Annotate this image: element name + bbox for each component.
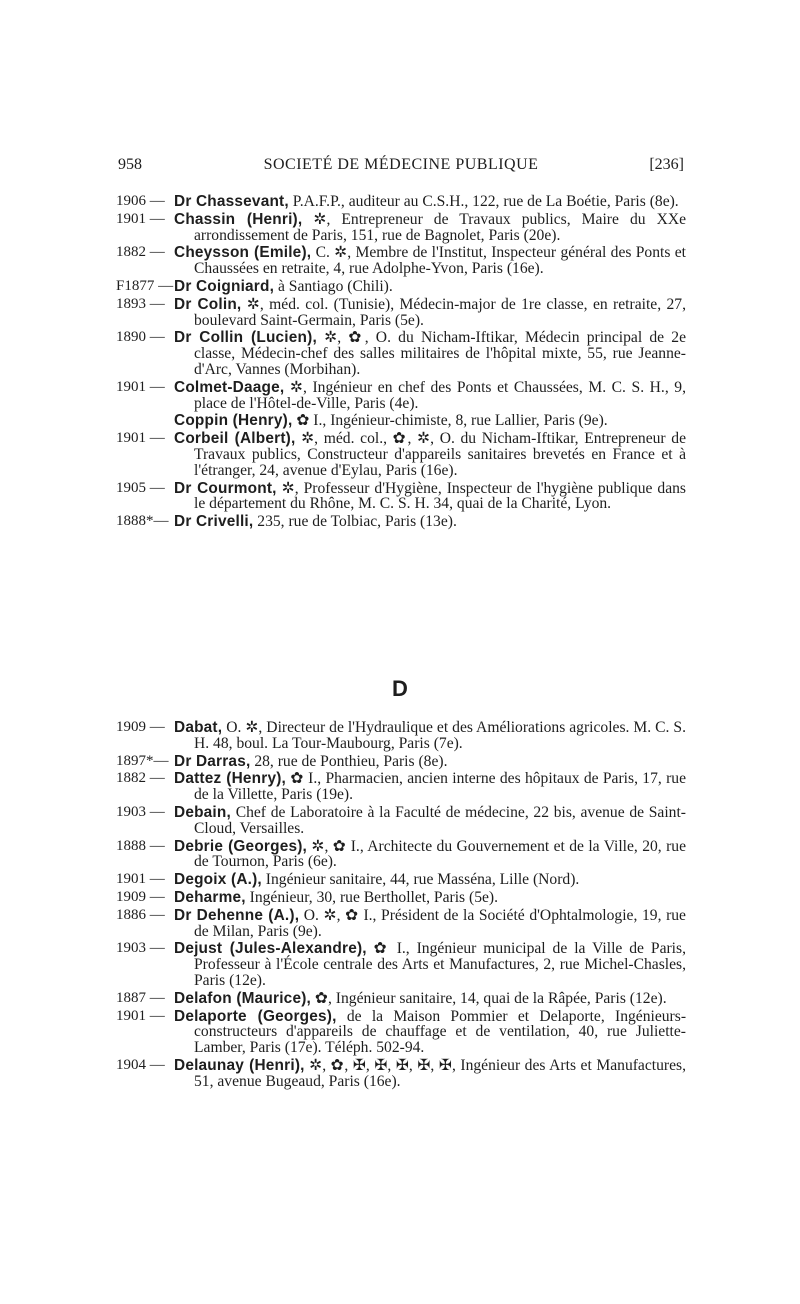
entry-year: 1882 —: [116, 770, 165, 787]
entry-year: 1886 —: [116, 906, 165, 923]
member-entry: [116, 941, 686, 988]
entry-year: 1901 —: [116, 210, 165, 227]
member-entry: [116, 481, 686, 513]
entry-year: 1888 —: [116, 837, 165, 854]
entry-text: [174, 771, 686, 803]
member-details: ✲, ✿, O. du Nicham-Iftikar, Médecin principal de 2e classe, Médecin-chef des salles militaires de l'hôpital mixte, 55, rue Jeanne-d'Arc, Vannes (Morbihan).: [194, 329, 686, 378]
section-letter: D: [392, 676, 408, 701]
member-name: Dr Chassevant,: [174, 193, 289, 210]
entry-text: [174, 1058, 686, 1090]
entry-year: 1901 —: [116, 378, 165, 395]
member-entry: [116, 754, 686, 770]
entry-year: 1882 —: [116, 244, 165, 261]
member-entry: [116, 212, 686, 244]
member-name: Dr Courmont,: [174, 479, 277, 497]
member-details: Chef de Laboratoire à la Faculté de médecine, 22 bis, avenue de Saint-Cloud, Versailles.: [194, 803, 686, 837]
entry-text: [174, 872, 686, 888]
entry-text: [174, 194, 686, 210]
member-name: Cheysson (Emile),: [174, 244, 312, 262]
member-details: Ingénieur, 30, rue Berthollet, Paris (5e).: [245, 888, 499, 906]
member-details: 235, rue de Tolbiac, Paris (13e).: [253, 513, 457, 531]
entry-year: 1906 —: [116, 193, 165, 209]
member-entry: [116, 839, 686, 871]
member-entry: [116, 805, 686, 837]
member-details: 28, rue de Ponthieu, Paris (8e).: [250, 752, 448, 770]
member-details: ✿ I., Ingénieur municipal de la Ville de Paris, Professeur à l'École centrale des Arts et Manufactures, 2, rue Michel-Chasles, Paris (12e).: [194, 940, 686, 989]
member-name: Dr Coigniard,: [174, 277, 275, 295]
member-name: Delafon (Maurice),: [174, 989, 312, 1007]
member-name: Dejust (Jules-Alexandre),: [174, 940, 367, 958]
entry-text: [174, 890, 686, 906]
member-name: Debrie (Georges),: [174, 837, 308, 855]
member-entry: [116, 514, 686, 530]
member-entry: [116, 431, 686, 478]
member-details: ✲, Professeur d'Hygiène, Inspecteur de l'hygiène publique dans le département du Rhône, M. C. S. H. 34, quai de la Charité, Lyon.: [194, 479, 686, 513]
entry-year: 1901 —: [116, 430, 165, 447]
page-number: 958: [118, 156, 142, 173]
member-details: ✿, Ingénieur sanitaire, 14, quai de la Râpée, Paris (12e).: [311, 989, 667, 1007]
member-details: ✿ I., Ingénieur-chimiste, 8, rue Lallier, Paris (9e).: [292, 412, 608, 430]
member-details: ✲, Ingénieur en chef des Ponts et Chaussées, M. C. S. H., 9, place de l'Hôtel-de-Ville, Paris (4e).: [194, 378, 686, 412]
member-entry: [116, 720, 686, 752]
entry-year: 1901 —: [116, 871, 165, 888]
member-list-c: [116, 194, 686, 532]
member-name: Deharme,: [174, 888, 246, 906]
entry-text: [174, 330, 686, 377]
member-name: Dr Crivelli,: [174, 513, 254, 531]
entry-text: [174, 245, 686, 277]
entry-year: 1909 —: [116, 888, 165, 905]
entry-year: 1905 —: [116, 479, 165, 496]
member-details: ✲, méd. col., ✿, ✲, O. du Nicham-Iftikar, Entrepreneur de Travaux publics, Constructeur d'appareils sanitaires brevetés en France et à l'étranger, 24, avenue d'Eylau, Paris (16e).: [194, 430, 686, 479]
entry-year: F1877 —: [116, 277, 174, 294]
entry-text: [174, 908, 686, 940]
entry-text: [174, 212, 686, 244]
entry-year: 1903 —: [116, 940, 165, 957]
member-details: O. ✲, ✿ I., Président de la Société d'Ophtalmologie, 19, rue de Milan, Paris (9e).: [194, 906, 686, 940]
entry-text: [174, 754, 686, 770]
member-details: Ingénieur sanitaire, 44, rue Masséna, Lille (Nord).: [261, 871, 580, 889]
member-entry: [116, 1058, 686, 1090]
member-details: de la Maison Pommier et Delaporte, Ingénieurs-constructeurs d'appareils de chauffage et de ventilation, 40, rue Juliette-Lamber, Paris (17e). Téléph. 502-94.: [194, 1007, 687, 1057]
entry-text: [174, 720, 686, 752]
member-entry: [116, 279, 686, 295]
entry-year: 1893 —: [116, 295, 165, 312]
entry-text: [174, 413, 686, 429]
entry-text: [174, 431, 686, 478]
entry-text: [174, 839, 686, 871]
member-name: Dabat,: [174, 719, 223, 736]
member-entry: [116, 380, 686, 412]
member-details: P.A.F.P., auditeur au C.S.H., 122, rue de La Boétie, Paris (8e).: [288, 193, 679, 210]
member-details: ✲, méd. col. (Tunisie), Médecin-major de 1re classe, en retraite, 27, boulevard Saint-Germain, Paris (5e).: [194, 295, 686, 329]
member-name: Corbeil (Albert),: [174, 430, 296, 448]
member-name: Dr Collin (Lucien),: [174, 329, 317, 347]
member-name: Delaunay (Henri),: [174, 1056, 305, 1074]
entry-year: 1904 —: [116, 1056, 165, 1073]
member-name: Dr Dehenne (A.),: [174, 906, 300, 924]
entry-text: [174, 991, 686, 1007]
member-details: ✲, ✿ I., Architecte du Gouvernement et de la Ville, 20, rue de Tournon, Paris (6e).: [194, 837, 687, 871]
member-entry: [116, 245, 686, 277]
member-name: Debain,: [174, 803, 231, 821]
entry-text: [174, 1009, 686, 1056]
member-entry: [116, 1009, 686, 1056]
member-details: C. ✲, Membre de l'Institut, Inspecteur général des Ponts et Chaussées en retraite, 4, rue Adolphe-Yvon, Paris (16e).: [194, 244, 686, 278]
member-name: Dattez (Henry),: [174, 770, 287, 788]
entry-year: 1890 —: [116, 329, 165, 346]
entry-text: [174, 297, 686, 329]
member-name: Dr Colin,: [174, 295, 242, 313]
entry-year: 1887 —: [116, 989, 165, 1006]
member-details: ✿ I., Pharmacien, ancien interne des hôpitaux de Paris, 17, rue de la Villette, Paris (19e).: [194, 770, 686, 804]
entry-text: [174, 481, 686, 513]
entry-year: 1903 —: [116, 803, 165, 820]
member-entry: [116, 991, 686, 1007]
member-entry: [116, 908, 686, 940]
entry-year: 1897*—: [116, 752, 169, 769]
member-entry: [116, 890, 686, 906]
entry-text: [174, 279, 686, 295]
bracket-number: [236]: [649, 156, 684, 173]
member-entry: [116, 297, 686, 329]
member-details: à Santiago (Chili).: [274, 277, 393, 295]
member-entry: [116, 330, 686, 377]
entry-year: 1888*—: [116, 513, 169, 530]
member-name: Degoix (A.),: [174, 871, 262, 889]
entry-year: 1901 —: [116, 1007, 165, 1024]
member-name: Colmet-Daage,: [174, 378, 285, 396]
member-name: Chassin (Henri),: [174, 210, 303, 228]
member-details: ✲, ✿, ✠, ✠, ✠, ✠, ✠, Ingénieur des Arts et Manufactures, 51, avenue Bugeaud, Paris (16e).: [194, 1056, 686, 1090]
entry-text: [174, 941, 686, 988]
member-entry: [116, 872, 686, 888]
entry-year: [116, 413, 174, 429]
entry-text: [174, 805, 686, 837]
running-title: SOCIETÉ DE MÉDECINE PUBLIQUE: [263, 156, 539, 173]
entry-year: 1909 —: [116, 719, 165, 735]
member-details: O. ✲, Directeur de l'Hydraulique et des Améliorations agricoles. M. C. S. H. 48, boul. La Tour-Maubourg, Paris (7e).: [194, 719, 686, 752]
member-list-d: [116, 720, 686, 1092]
page-header: [118, 156, 684, 178]
member-name: Delaporte (Georges),: [174, 1007, 337, 1025]
entry-text: [174, 380, 686, 412]
member-name: Coppin (Henry),: [174, 412, 293, 430]
member-entry: [116, 771, 686, 803]
member-entry: [116, 413, 686, 429]
member-name: Dr Darras,: [174, 752, 251, 770]
entry-text: [174, 514, 686, 530]
member-details: ✲, Entrepreneur de Travaux publics, Maire du XXe arrondissement de Paris, 151, rue de Bagnolet, Paris (20e).: [194, 210, 687, 244]
member-entry: [116, 194, 686, 210]
